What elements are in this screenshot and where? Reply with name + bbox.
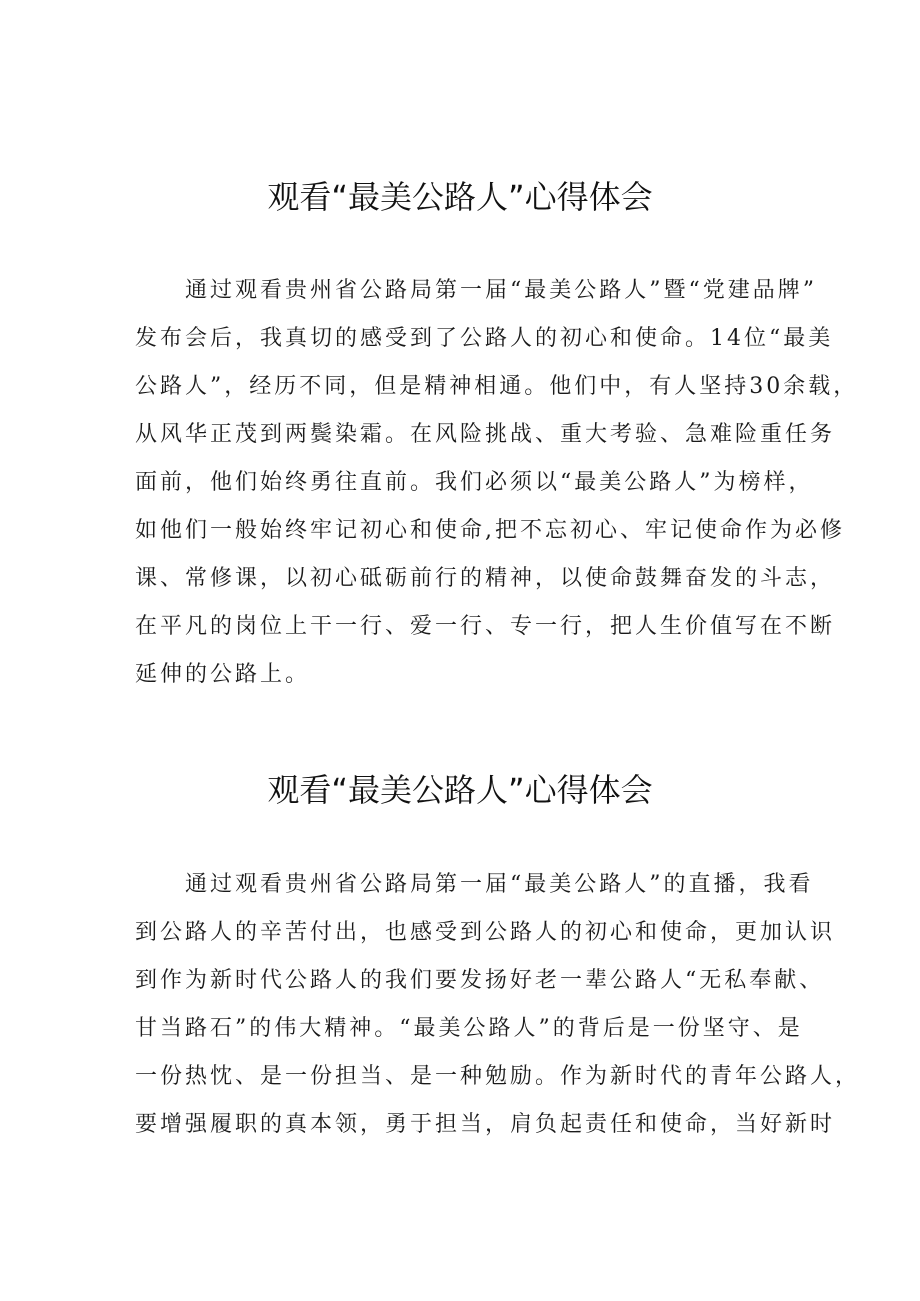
- article-1-line: 延伸的公路上。: [135, 662, 311, 687]
- article-1-line: 面前，他们始终勇往直前。我们必须以“最美公路人”为榜样，: [135, 470, 814, 495]
- article-2-line: 甘当路石”的伟大精神。“最美公路人”的背后是一份坚守、是: [135, 1016, 803, 1041]
- article-2-line: 一份热忱、是一份担当、是一种勉励。作为新时代的青年公路人，: [135, 1064, 861, 1089]
- article-2-title: 观看“最美公路人”心得体会: [267, 771, 653, 809]
- article-1-line: 公路人”，经历不同，但是精神相通。他们中，有人坚持30余载，: [135, 374, 859, 399]
- article-2-line: 通过观看贵州省公路局第一届“最美公路人”的直播，我看: [185, 872, 814, 897]
- article-2-line: 到公路人的辛苦付出，也感受到公路人的初心和使命，更加认识: [135, 920, 836, 945]
- article-1-line: 从风华正茂到两鬓染霜。在风险挑战、重大考验、急难险重任务: [135, 422, 836, 447]
- article-1-line: 通过观看贵州省公路局第一届“最美公路人”暨“党建品牌”: [185, 278, 817, 303]
- article-1-line: 在平凡的岗位上干一行、爱一行、专一行，把人生价值写在不断: [135, 614, 836, 639]
- article-2-line: 到作为新时代公路人的我们要发扬好老一辈公路人“无私奉献、: [135, 968, 825, 993]
- article-1-line: 课、常修课，以初心砥砺前行的精神，以使命鼓舞奋发的斗志，: [135, 566, 836, 591]
- article-1-line: 发布会后，我真切的感受到了公路人的初心和使命。14位“最美: [135, 326, 834, 351]
- article-2-line: 要增强履职的真本领，勇于担当，肩负起责任和使命，当好新时: [135, 1112, 836, 1137]
- article-1-title: 观看“最美公路人”心得体会: [267, 178, 653, 216]
- article-1-line: 如他们一般始终牢记初心和使命,把不忘初心、牢记使命作为必修: [135, 518, 845, 543]
